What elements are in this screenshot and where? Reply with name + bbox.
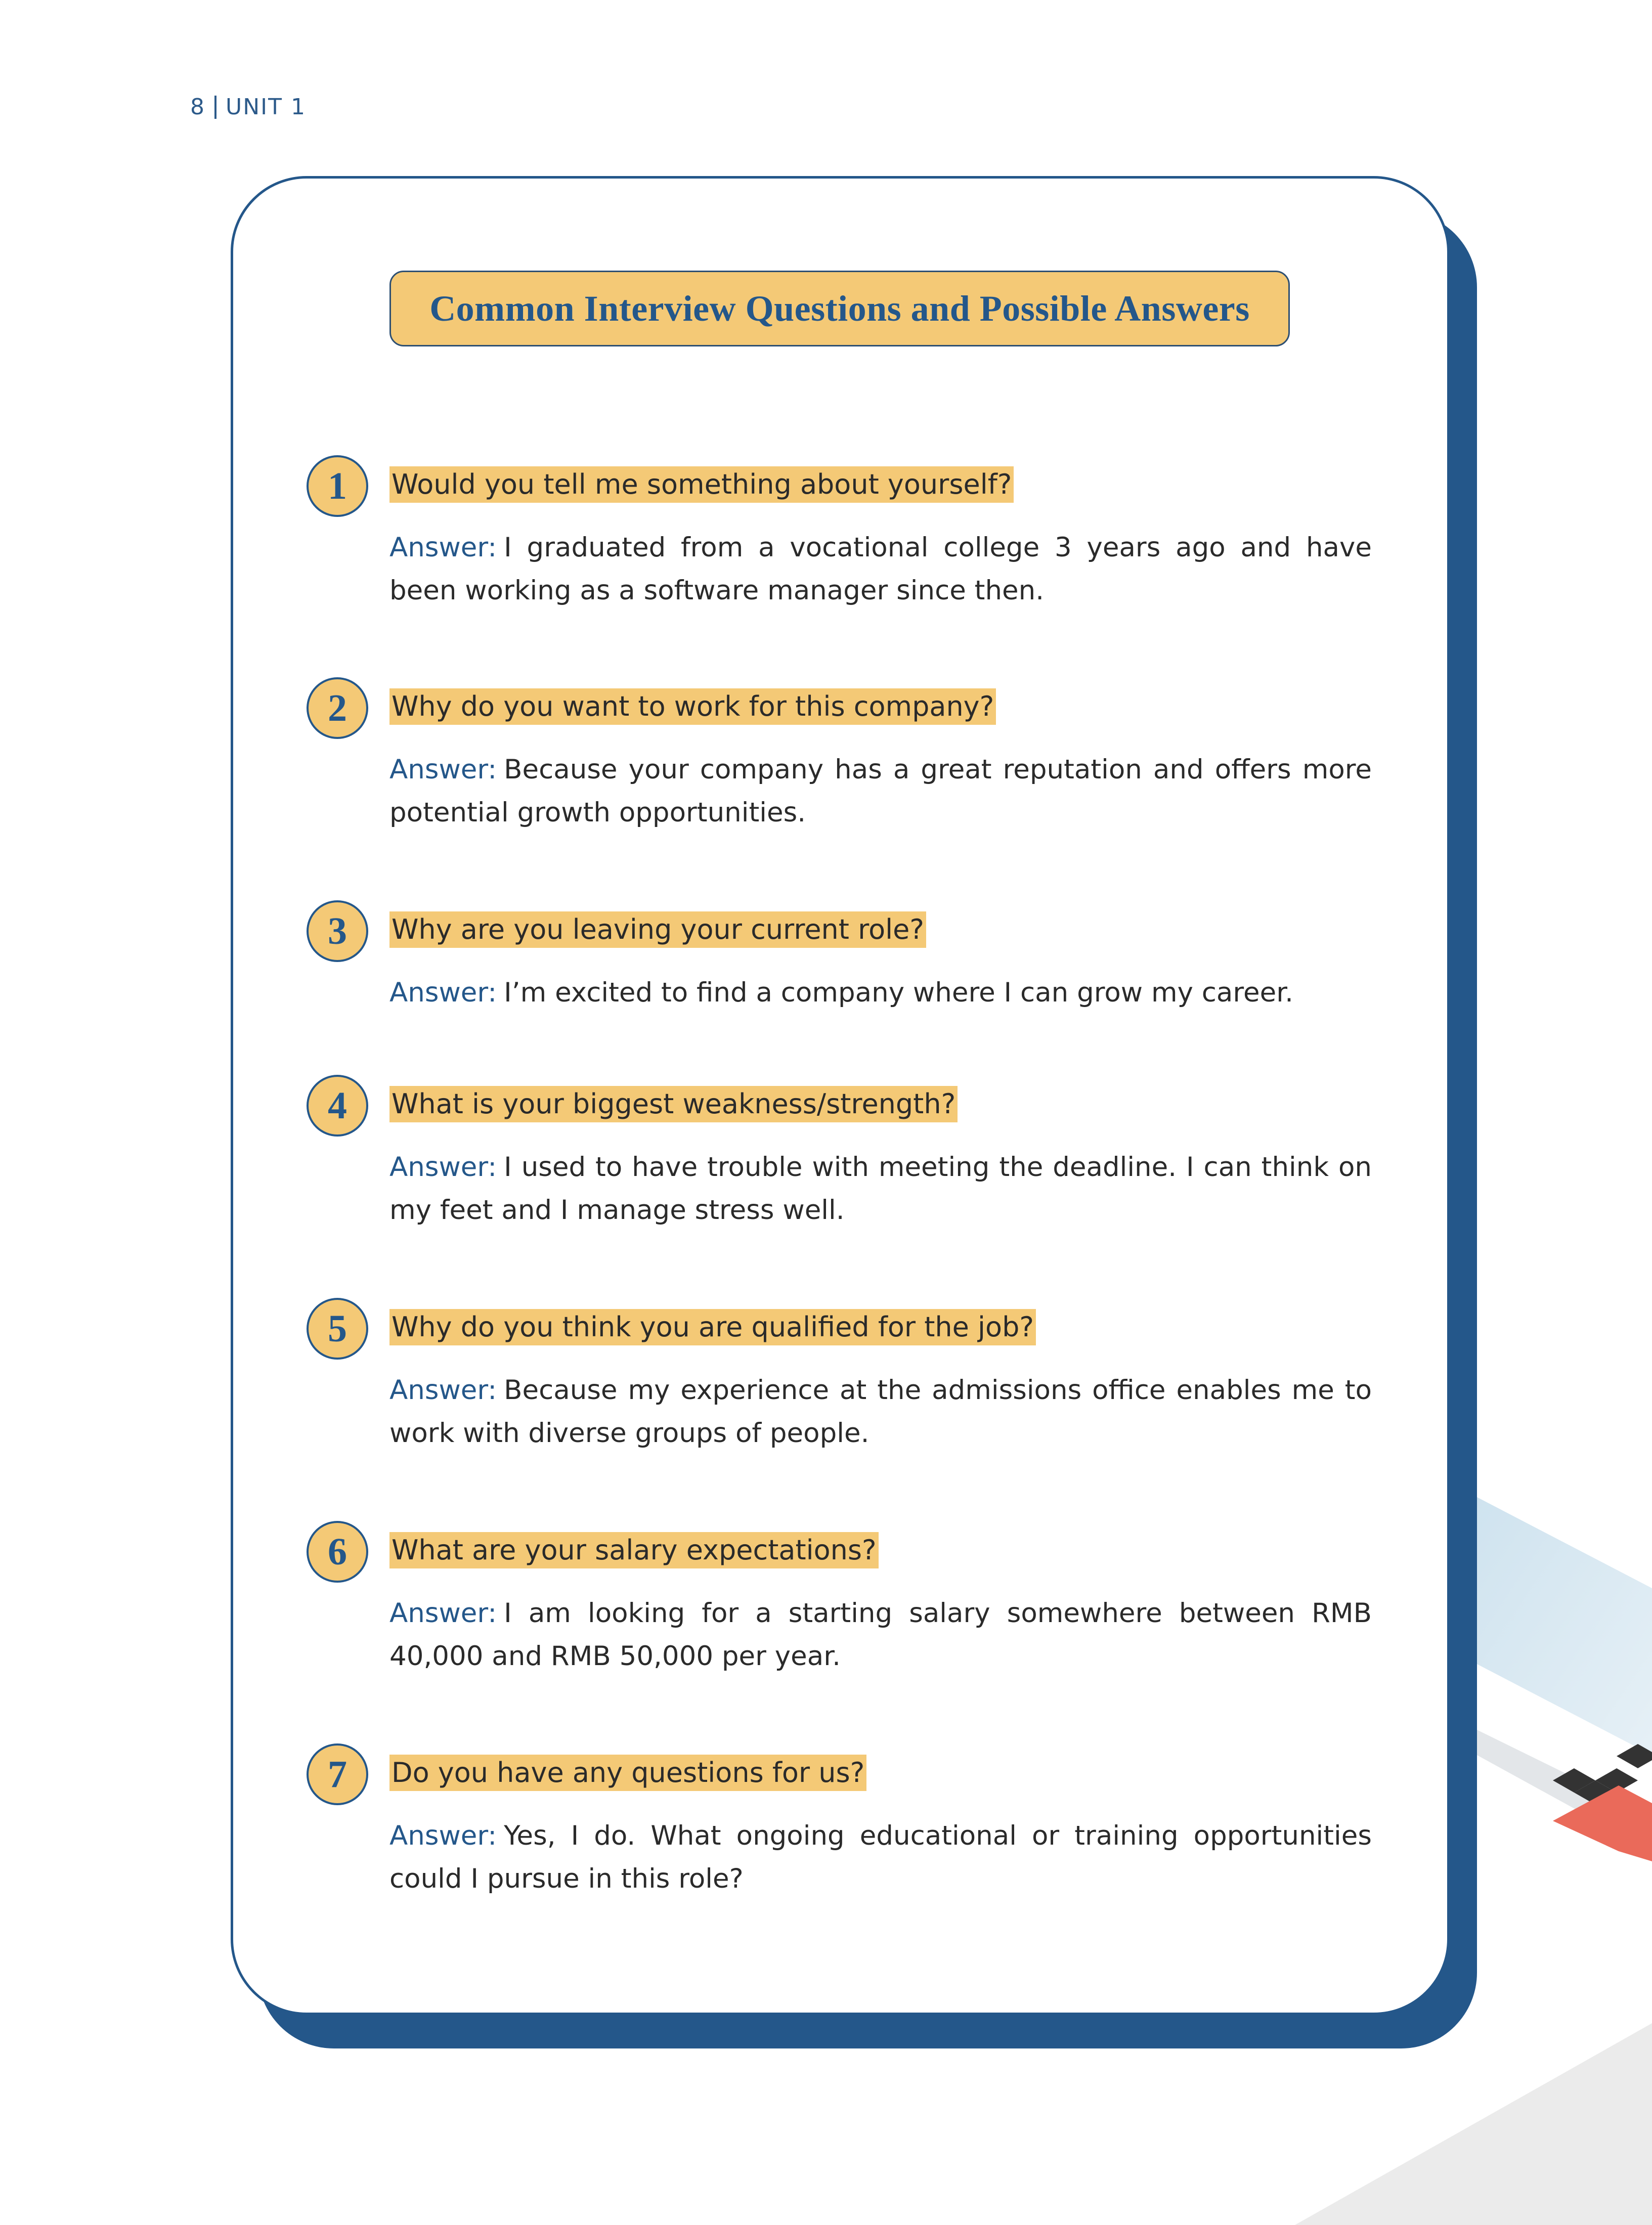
checker-square — [1553, 1768, 1595, 1793]
question-text: Why are you leaving your current role? — [389, 911, 926, 948]
answer-label: Answer: — [389, 977, 497, 1008]
question-text: What are your salary expectations? — [389, 1532, 879, 1568]
answer-block — [389, 748, 1372, 834]
answer-label: Answer: — [389, 1152, 497, 1183]
number-badge: 6 — [307, 1521, 368, 1583]
light-blue-stripe — [1477, 1497, 1652, 1755]
title-banner — [389, 271, 1290, 346]
header-divider — [214, 96, 216, 119]
number-badge: 1 — [307, 455, 368, 517]
coral-block — [1553, 1785, 1652, 1861]
number-badge: 7 — [307, 1743, 368, 1805]
number-badge: 5 — [307, 1298, 368, 1360]
answer-block — [389, 971, 1372, 1014]
answer-label: Answer: — [389, 532, 497, 563]
answer-text: I’m excited to find a company where I can grow my career. — [504, 977, 1294, 1008]
question-text: Why do you think you are qualified for the job? — [389, 1309, 1036, 1345]
question-text: Would you tell me something about yourself? — [389, 466, 1014, 503]
answer-block — [389, 1592, 1372, 1678]
checker-square — [1595, 1768, 1638, 1793]
answer-label: Answer: — [389, 754, 497, 785]
answer-text: Because my experience at the admissions office enables me to work with diverse groups of people. — [389, 1375, 1372, 1449]
answer-block — [389, 1814, 1372, 1900]
answer-block — [389, 1146, 1372, 1232]
checker-square — [1574, 1780, 1617, 1805]
answer-text: I graduated from a vocational college 3 years ago and have been working as a software manager since then. — [389, 532, 1372, 606]
number-badge: 4 — [307, 1075, 368, 1137]
grey-triangle — [1295, 2023, 1652, 2225]
answer-block — [389, 1369, 1372, 1455]
question-text: Do you have any questions for us? — [389, 1755, 866, 1791]
running-header — [190, 94, 306, 120]
question-text: Why do you want to work for this company? — [389, 688, 996, 725]
answer-text: I am looking for a starting salary somewhere between RMB 40,000 and RMB 50,000 per year. — [389, 1598, 1372, 1672]
answer-label: Answer: — [389, 1375, 497, 1406]
page-number: 8 — [190, 94, 205, 120]
number-badge: 3 — [307, 900, 368, 962]
checker-square — [1617, 1744, 1652, 1768]
answer-text: Yes, I do. What ongoing educational or training opportunities could I pursue in this role? — [389, 1820, 1372, 1894]
answer-text: Because your company has a great reputation and offers more potential growth opportunities. — [389, 754, 1372, 828]
grey-band — [1477, 1730, 1652, 1851]
answer-label: Answer: — [389, 1820, 497, 1851]
number-badge: 2 — [307, 677, 368, 739]
answer-label: Answer: — [389, 1598, 497, 1629]
answer-text: I used to have trouble with meeting the deadline. I can think on my feet and I manage stress well. — [389, 1152, 1372, 1226]
checker-square — [1574, 1756, 1617, 1780]
unit-label: UNIT 1 — [226, 94, 306, 120]
page-title: Common Interview Questions and Possible Answers — [429, 288, 1250, 329]
question-text: What is your biggest weakness/strength? — [389, 1086, 958, 1122]
answer-block — [389, 526, 1372, 612]
